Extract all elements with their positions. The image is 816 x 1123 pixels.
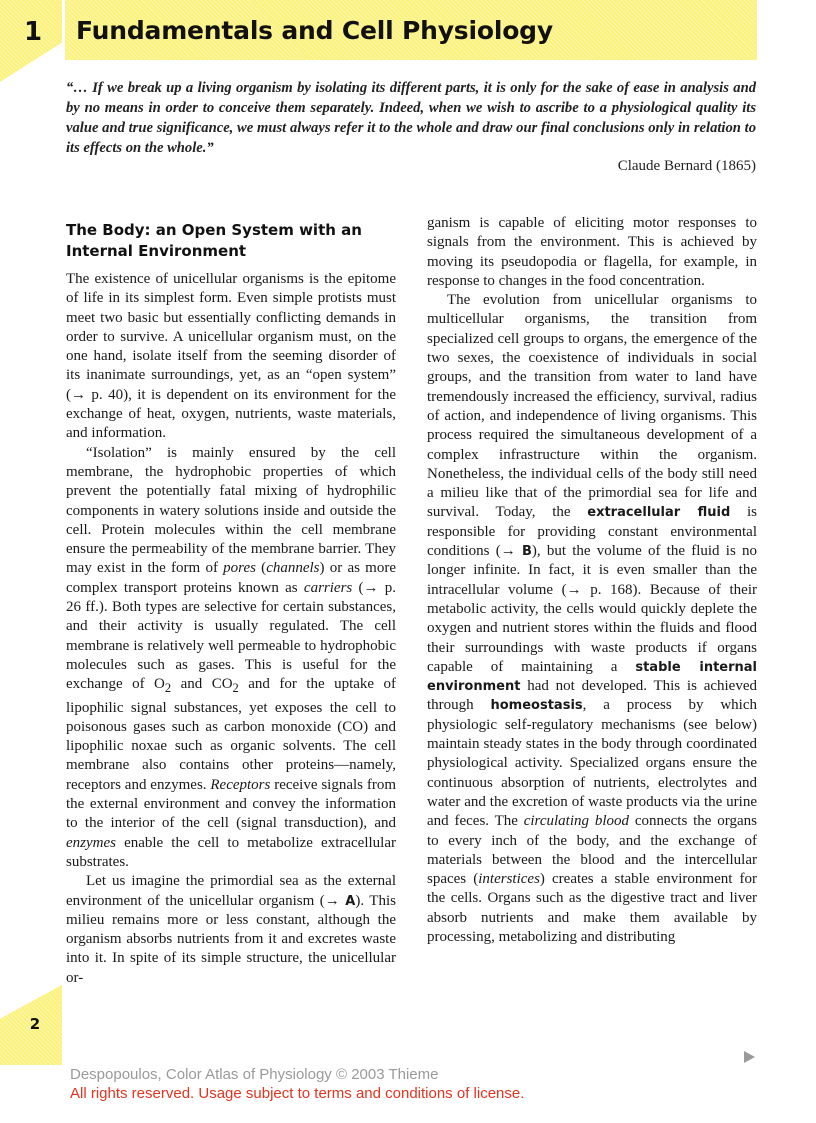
paragraph: The existence of unicellular organisms is the epitome of life in its simplest form. Even simple protists must meet two basic but essentially conflicting demands in order to survive. A unicellular organism must, on the one hand, isolate itself from the seeming disorder of its inanimate surroundings, yet, as an “open system” (→ p. 40), it is dependent on its environment for the exchange of heat, oxygen, nutrients, waste materials, and information. [66, 271, 396, 442]
paragraph: Let us imagine the primordial sea as the external environment of the unicellular organism (→ A). This milieu remains more or less constant, although the organism absorbs nutrients from it and excretes waste into it. In spite of its simple structure, the unicellular or- [66, 873, 396, 986]
triangle-right-icon [744, 1051, 755, 1063]
term-enzymes: enzymes [66, 834, 116, 851]
term-channels: channels [266, 560, 320, 577]
term-homeostasis: homeostasis [490, 698, 583, 714]
chapter-title: Fundamentals and Cell Physiology [76, 16, 553, 45]
section-heading: The Body: an Open System with an Internal Environment [66, 221, 362, 260]
term-extracellular-fluid: extracellular fluid [587, 505, 731, 521]
paragraph: “Isolation” is mainly ensured by the cell membrane, the hydrophobic properties of which prevent the potentially fatal mixing of hydrophilic components in watery solutions inside and outside the cell. Protein molecules within the cell membrane ensure the permeability of the membrane barrier. They may exist in the form of pores (channels) or as more complex transport proteins known as carriers (→ p. 26 ff.). Both types are selective for certain substances, and their activity is usually regulated. The cell membrane is relatively well permeable to hydrophobic molecules such as gases. This is useful for the exchange of $O_2$ and $CO_2$ and for the uptake of lipophilic signal substances, yet exposes the cell to poisonous gases such as carbon monoxide (CO) and lipophilic noxae such as organic solvents. The cell membrane also contains other proteins—namely, receptors and enzymes. Receptors receive signals from the external environment and convey the information to the interior of the cell (signal transduction), and enzymes enable the cell to metabolize extracellular substrates. [66, 444, 397, 870]
term-circulating-blood: circulating blood [523, 813, 629, 830]
paragraph: The evolution from unicellular organisms to multicellular organisms, the transition from specialized cell groups to organs, the emergence of the two sexes, the coexistence of individuals in social groups, and the transition from water to land have tremendously increased the efficiency, survival, radius of action, and independence of living organisms. This process required the simultaneous development of a complex infrastructure within the organism. Nonetheless, the individual cells of the body still need a milieu like that of the primordial sea for life and survival. Today, the extracellular fluid is responsible for providing constant environmental conditions (→ B), but the volume of the fluid is no longer infinite. In fact, it is even smaller than the intracellular volume (→ p. 168). Because of their metabolic activity, the cells would quickly deplete the oxygen and nutrient stores within the fluids and flood their surroundings with waste products if organs capable of maintaining a stable internal environment had not developed. This is achieved through homeostasis, a process by which physiologic self-regulatory mechanisms (see below) maintain steady states in the body through coordinated physiological activity. Specialized organs ensure the continuous absorption of nutrients, electrolytes and water and the excretion of waste products via the urine and feces. The circulating blood connects the organs to every inch of the body, and the exchange of materials between the blood and the intercellular spaces (interstices) creates a stable environment for the cells. Organs such as the digestive tract and liver absorb nutrients and make them available by processing, metabolizing and distributing [427, 292, 757, 945]
term-receptors: Receptors [210, 776, 271, 793]
term-pores: pores [223, 560, 256, 577]
figure-ref-a: A [345, 893, 356, 909]
paragraph: ganism is capable of eliciting motor responses to signals from the environment. This is achieved by moving its pseudopodia or flagella, for example, in response to changes in the food concentration. [427, 215, 757, 289]
term-stable-internal-environment: stable internal environment [427, 659, 757, 695]
license-notice: All rights reserved. Usage subject to terms and conditions of license. [70, 1085, 525, 1102]
epigraph-author: Claude Bernard (1865) [617, 158, 756, 174]
left-column [66, 214, 396, 988]
right-column [427, 214, 757, 947]
term-carriers: carriers [303, 579, 353, 596]
copyright-notice: Despopoulos, Color Atlas of Physiology © 2003 Thieme [70, 1066, 439, 1083]
figure-ref-b: B [521, 544, 532, 560]
epigraph-quote: “… If we break up a living organism by isolating its different parts, it is only for the sake of ease in analysis and by no means in order to conceive them separately. Indeed, when we wish to ascribe to a physiological quality its value and true significance, we must always refer it to the whole and draw our final conclusions only in relation to its effects on the whole.” [66, 80, 756, 156]
chapter-number: 1 [23, 17, 43, 47]
page-number: 2 [29, 1015, 41, 1033]
term-interstices: interstices [478, 871, 540, 888]
